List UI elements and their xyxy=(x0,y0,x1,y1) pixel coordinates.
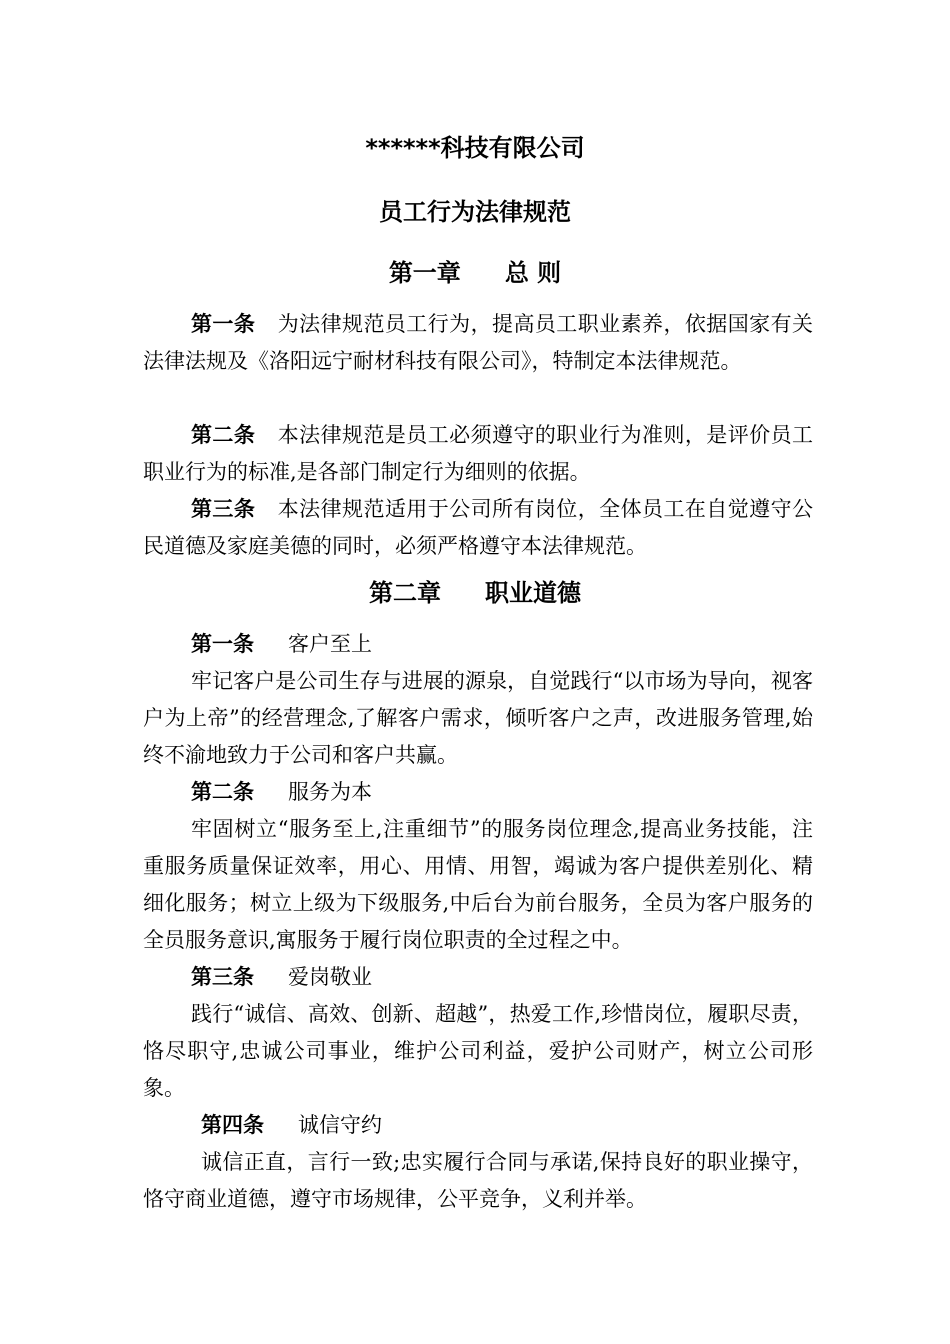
document-title: 员工行为法律规范 xyxy=(379,198,571,226)
chapter-1-label: 第一章 xyxy=(388,259,461,287)
ch2-article-3-text: 践行“诚信、高效、创新、超越”，热爱工作,珍惜岗位，履职尽责，恪尽职守,忠诚公司事业，维护公司利益，爱护公司财产，树立公司形象。 xyxy=(143,1002,813,1100)
chapter-2-heading xyxy=(0,578,950,608)
ch2-article-1-label: 第一条 xyxy=(191,632,254,656)
ch1-article-1 xyxy=(143,306,813,380)
chapter-1-heading xyxy=(0,258,950,288)
ch2-article-4-text: 诚信正直，言行一致;忠实履行合同与承诺,保持良好的职业操守，恪守商业道德，遵守市场规律，公平竞争，义利并举。 xyxy=(143,1150,813,1211)
ch2-article-1-text: 牢记客户是公司生存与进展的源泉，自觉践行“以市场为导向，视客户为上帝”的经营理念,了解客户需求，倾听客户之声，改进服务管理,始终不渝地致力于公司和客户共赢。 xyxy=(143,669,813,767)
ch2-article-1-heading xyxy=(191,626,372,663)
ch1-article-1-label: 第一条 xyxy=(191,312,256,336)
chapter-2-name: 职业道德 xyxy=(485,579,581,607)
ch1-article-2-text: 本法律规范是员工必须遵守的职业行为准则，是评价员工职业行为的标准,是各部门制定行为细则的依据。 xyxy=(143,423,814,484)
ch2-article-2-text: 牢固树立“服务至上,注重细节”的服务岗位理念,提高业务技能，注重服务质量保证效率，用心、用情、用智，竭诚为客户提供差别化、精细化服务；树立上级为下级服务,中后台为前台服务，全员为客户服务的全员服务意识,寓服务于履行岗位职责的全过程之中。 xyxy=(143,817,813,952)
ch1-article-1-text: 为法律规范员工行为，提高员工职业素养，依据国家有关法律法规及《洛阳远宁耐材科技有限公司》，特制定本法律规范。 xyxy=(143,312,814,373)
ch2-article-2-heading xyxy=(191,774,372,811)
ch2-article-1-title: 客户至上 xyxy=(288,632,372,656)
ch2-article-3-title: 爱岗敬业 xyxy=(288,965,372,989)
ch1-article-2-label: 第二条 xyxy=(191,423,256,447)
company-name: ******科技有限公司 xyxy=(365,134,585,162)
ch2-article-2-title: 服务为本 xyxy=(288,780,372,804)
ch2-article-3-label: 第三条 xyxy=(191,965,254,989)
ch1-article-3-label: 第三条 xyxy=(191,497,256,521)
ch2-article-2-label: 第二条 xyxy=(191,780,254,804)
ch1-article-2 xyxy=(143,417,813,491)
ch1-article-3-text: 本法律规范适用于公司所有岗位，全体员工在自觉遵守公民道德及家庭美德的同时，必须严格遵守本法律规范。 xyxy=(143,497,814,558)
chapter-2-label: 第二章 xyxy=(369,579,441,607)
ch2-article-4-heading xyxy=(201,1107,382,1144)
chapter-1-name: 总 则 xyxy=(504,259,562,287)
ch2-article-3-heading xyxy=(191,959,372,996)
ch1-article-3 xyxy=(143,491,813,565)
ch2-article-4-title: 诚信守约 xyxy=(298,1113,382,1137)
ch2-article-4-label: 第四条 xyxy=(201,1113,264,1137)
